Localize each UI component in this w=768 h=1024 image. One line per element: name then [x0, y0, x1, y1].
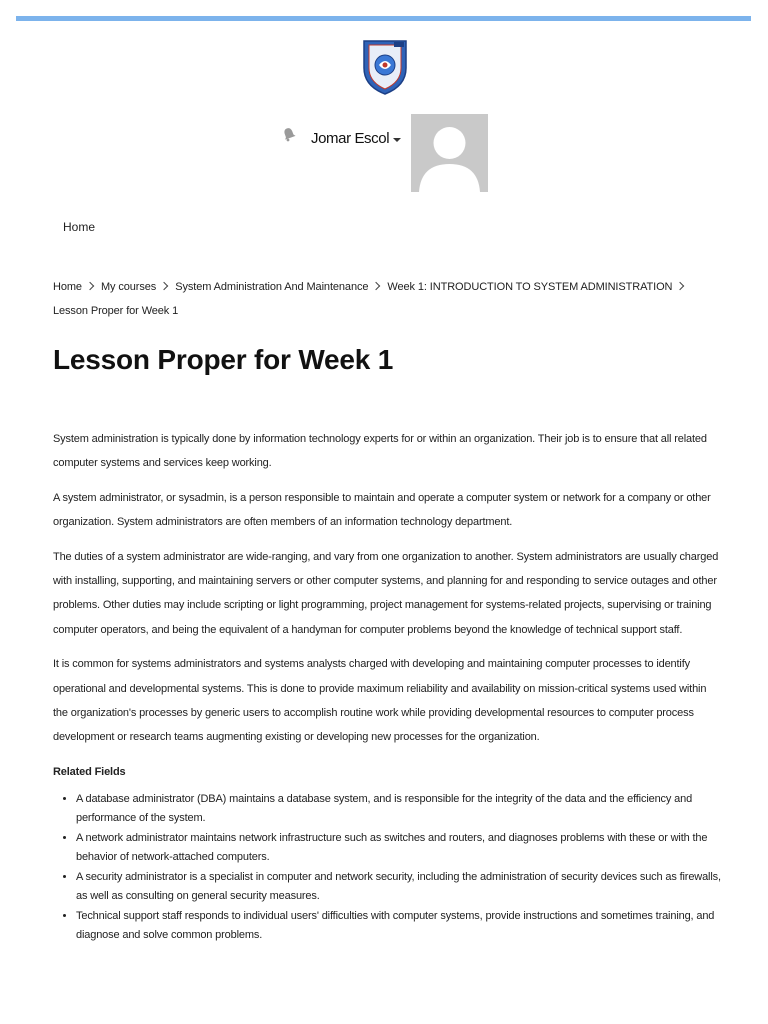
breadcrumb-current: Lesson Proper for Week 1	[53, 305, 179, 317]
bell-icon[interactable]	[281, 126, 297, 142]
user-avatar-icon	[411, 114, 488, 192]
chevron-right-icon	[86, 282, 94, 290]
list-item: • A security administrator is a specialist in computer and network security, including the administration of security devices such as firewalls, as well as consulting on general security measures.	[76, 868, 721, 907]
content-paragraph: A system administrator, or sysadmin, is a person responsible to maintain and operate a computer system or network for a company or other organization. System administrators are often members of an information technology department.	[53, 491, 711, 529]
breadcrumb-week[interactable]: Week 1: INTRODUCTION TO SYSTEM ADMINISTRATION	[387, 281, 673, 293]
chevron-right-icon	[676, 282, 684, 290]
list-item: • Technical support staff responds to individual users' difficulties with computer systems, provide instructions and sometimes training, and diagnose and solve common problems.	[76, 907, 721, 946]
breadcrumb	[53, 275, 703, 323]
related-fields-list	[53, 790, 721, 946]
caret-down-icon	[393, 138, 401, 142]
chevron-right-icon	[160, 282, 168, 290]
top-accent-bar	[16, 16, 751, 21]
content-paragraph: The duties of a system administrator are wide-ranging, and vary from one organization to another. System administrators are usually charged with installing, supporting, and maintaining servers or other computer systems, and planning for and responding to service outages and other problems. Other duties may include scripting or light programming, project management for systems-related projects, supervising or training computer operators, and being the equivalent of a handyman for computer problems beyond the knowledge of technical support staff.	[53, 550, 719, 636]
breadcrumb-home[interactable]: Home	[53, 281, 82, 293]
avatar[interactable]	[411, 114, 488, 192]
breadcrumb-course[interactable]: System Administration And Maintenance	[175, 281, 369, 293]
content-paragraph: It is common for systems administrators and systems analysts charged with developing and maintaining computer processes to identify operational and developmental systems. This is done to provide maximum reliability and availability on mission-critical systems used within the organization's processes by generic users to accomplish routine work while providing developmental resources to computer process development or research teams augmenting existing or developing new processes for the organization.	[53, 658, 707, 744]
content-paragraph: System administration is typically done by information technology experts for or within an organization. Their job is to ensure that all related computer systems and services keep working.	[53, 433, 707, 470]
lesson-content	[53, 427, 721, 946]
breadcrumb-my-courses[interactable]: My courses	[100, 281, 157, 293]
user-name: Jomar Escol	[311, 130, 390, 147]
user-menu[interactable]	[311, 130, 401, 147]
page-title: Lesson Proper for Week 1	[53, 344, 394, 375]
related-fields-heading: Related Fields	[53, 765, 126, 778]
school-logo[interactable]	[360, 38, 410, 96]
chevron-right-icon	[372, 282, 380, 290]
list-item: • A network administrator maintains network infrastructure such as switches and routers, and diagnoses problems with these or with the behavior of network-attached computers.	[76, 829, 721, 868]
list-item: • A database administrator (DBA) maintains a database system, and is responsible for the integrity of the data and the efficiency and performance of the system.	[76, 790, 721, 829]
nav-home-link[interactable]: Home	[63, 220, 96, 234]
